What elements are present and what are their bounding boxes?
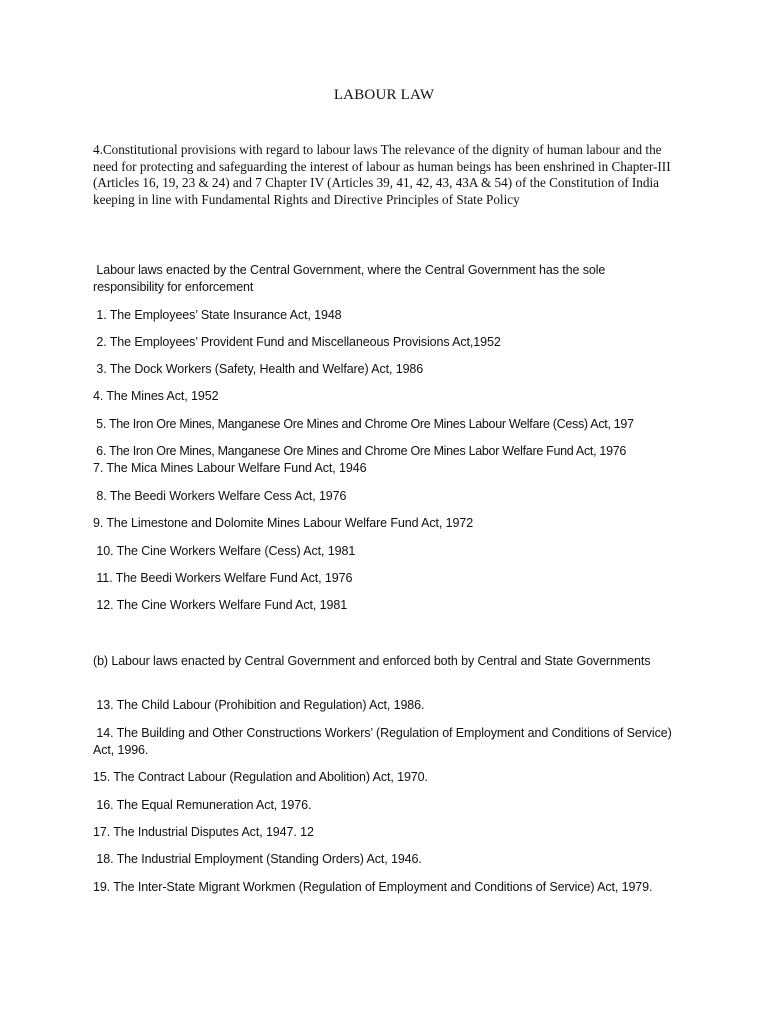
list-item: 15. The Contract Labour (Regulation and Abolition) Act, 1970. [93,770,428,784]
section-b-heading: (b) Labour laws enacted by Central Government and enforced both by Central and State Governments [93,654,651,668]
list-item: 2. The Employees’ Provident Fund and Miscellaneous Provisions Act,1952 [93,335,501,349]
list-item: 18. The Industrial Employment (Standing Orders) Act, 1946. [93,852,422,866]
list-item: 1. The Employees’ State Insurance Act, 1948 [93,308,342,322]
list-item: 16. The Equal Remuneration Act, 1976. [93,798,312,812]
list-item: 11. The Beedi Workers Welfare Fund Act, 1976 [93,571,353,585]
list-item: 12. The Cine Workers Welfare Fund Act, 1981 [93,598,348,612]
section-a-heading: Labour laws enacted by the Central Government, where the Central Government has the sole responsibility for enforcement [93,263,609,294]
list-item: 4. The Mines Act, 1952 [93,389,219,403]
list-item: 13. The Child Labour (Prohibition and Regulation) Act, 1986. [93,698,425,712]
list-item: 7. The Mica Mines Labour Welfare Fund Act, 1946 [93,461,367,475]
list-item: 17. The Industrial Disputes Act, 1947. 12 [93,825,314,839]
document-title: LABOUR LAW [333,87,435,103]
list-item: 14. The Building and Other Constructions Workers’ (Regulation of Employment and Conditions of Service) Act, 1996. [93,726,675,757]
list-item: 9. The Limestone and Dolomite Mines Labour Welfare Fund Act, 1972 [93,516,474,530]
list-item: 6. The Iron Ore Mines, Manganese Ore Mines and Chrome Ore Mines Labor Welfare Fund Act, 1976 [93,444,627,458]
list-item: 19. The Inter-State Migrant Workmen (Regulation of Employment and Conditions of Service) Act, 1979. [93,880,653,894]
list-item: 10. The Cine Workers Welfare (Cess) Act, 1981 [93,544,356,558]
list-item: 8. The Beedi Workers Welfare Cess Act, 1976 [93,489,347,503]
list-item: 3. The Dock Workers (Safety, Health and Welfare) Act, 1986 [93,362,424,376]
list-item: 5. The Iron Ore Mines, Manganese Ore Mines and Chrome Ore Mines Labour Welfare (Cess) Act, 197 [93,417,634,431]
intro-paragraph: 4.Constitutional provisions with regard to labour laws The relevance of the dignity of human labour and the need for protecting and safeguarding the interest of labour as human beings has been enshrined in Chapter-III (Articles 16, 19, 23 & 24) and 7 Chapter IV (Articles 39, 41, 42, 43, 43A & 54) of the Constitution of India keeping in line with Fundamental Rights and Directive Principles of State Policy [93,142,671,207]
